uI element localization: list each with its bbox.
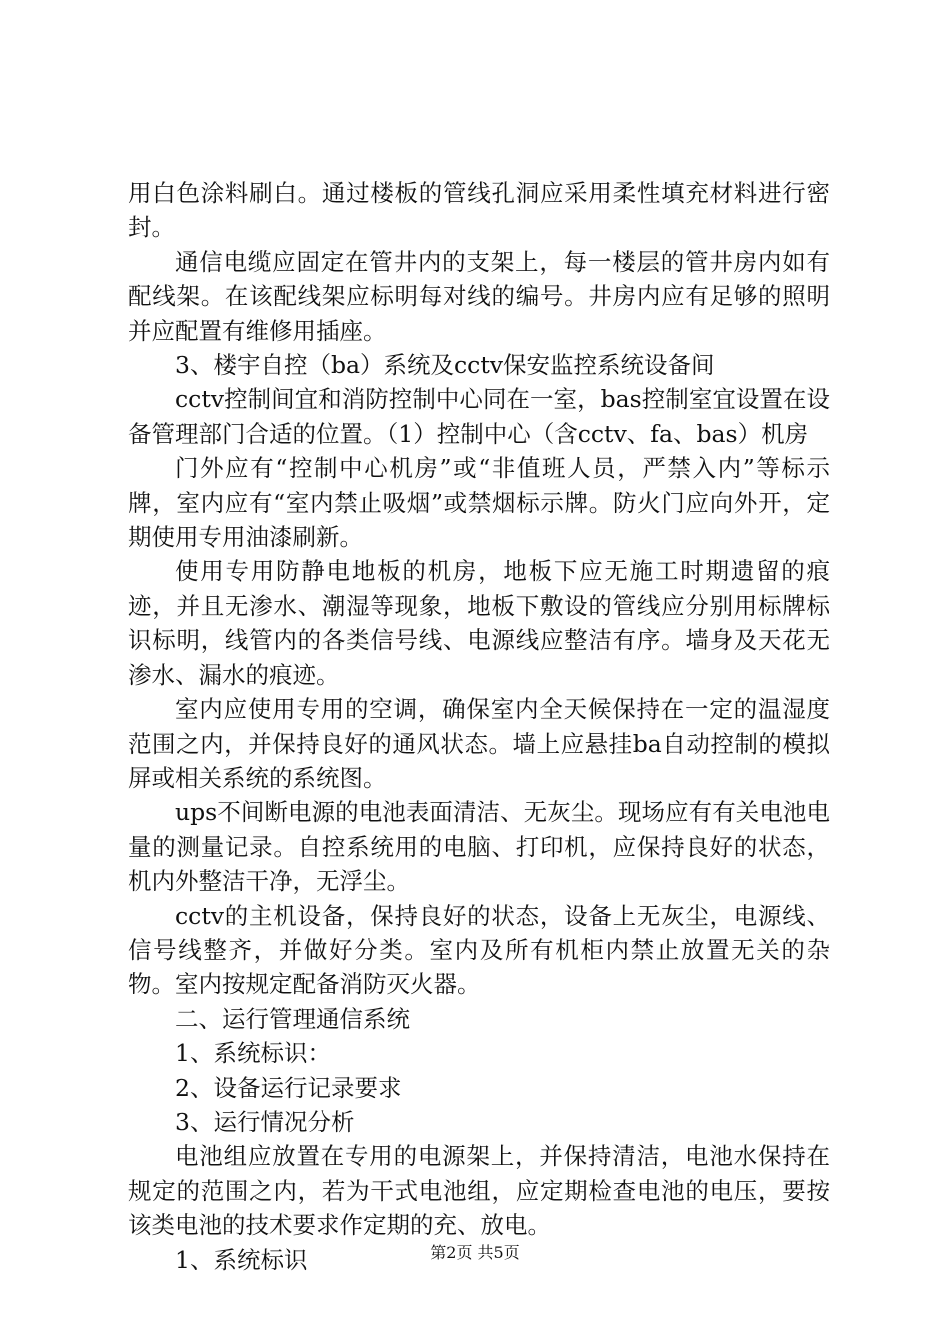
paragraph: cctv控制间宜和消防控制中心同在一室，bas控制室宜设置在设备管理部门合适的位置。（1）控制中心（含cctv、fa、bas）机房 bbox=[128, 385, 830, 448]
paragraph: 3、运行情况分析 bbox=[175, 1107, 355, 1136]
paragraph: 二、运行管理通信系统 bbox=[175, 1004, 410, 1033]
page-number-label: 第2页 共5页 bbox=[430, 1243, 520, 1262]
paragraph: 通信电缆应固定在管井内的支架上，每一楼层的管井房内如有配线架。在该配线架应标明每对线的编号。井房内应有足够的照明并应配置有维修用插座。 bbox=[128, 247, 830, 345]
page-footer bbox=[0, 1240, 950, 1263]
paragraph: 室内应使用专用的空调，确保室内全天候保持在一定的温湿度范围之内，并保持良好的通风状态。墙上应悬挂ba自动控制的模拟屏或相关系统的系统图。 bbox=[128, 695, 830, 792]
paragraph: 电池组应放置在专用的电源架上，并保持清洁，电池水保持在规定的范围之内，若为干式电池组，应定期检查电池的电压，要按该类电池的技术要求作定期的充、放电。 bbox=[128, 1142, 830, 1240]
paragraph: ups不间断电源的电池表面清洁、无灰尘。现场应有有关电池电量的测量记录。自控系统用的电脑、打印机，应保持良好的状态，机内外整洁干净，无浮尘。 bbox=[128, 798, 830, 896]
paragraph: 1、系统标识 bbox=[175, 1245, 308, 1274]
paragraph: 用白色涂料刷白。通过楼板的管线孔洞应采用柔性填充材料进行密封。 bbox=[128, 179, 830, 242]
paragraph: 门外应有“控制中心机房”或“非值班人员，严禁入内”等标示牌，室内应有“室内禁止吸烟”或禁烟标示牌。防火门应向外开，定期使用专用油漆刷新。 bbox=[128, 454, 830, 552]
paragraph: 1、系统标识： bbox=[175, 1039, 331, 1068]
paragraph: 3、楼宇自控（ba）系统及cctv保安监控系统设备间 bbox=[175, 351, 715, 380]
paragraph: 2、设备运行记录要求 bbox=[175, 1073, 402, 1102]
paragraph: 使用专用防静电地板的机房，地板下应无施工时期遗留的痕迹，并且无渗水、潮湿等现象，地板下敷设的管线应分别用标牌标识标明，线管内的各类信号线、电源线应整洁有序。墙身及天花无渗水、漏水的痕迹。 bbox=[128, 557, 830, 689]
document-body bbox=[128, 176, 830, 1277]
paragraph: cctv的主机设备，保持良好的状态，设备上无灰尘，电源线、信号线整齐，并做好分类。室内及所有机柜内禁止放置无关的杂物。室内按规定配备消防灭火器。 bbox=[128, 901, 830, 999]
